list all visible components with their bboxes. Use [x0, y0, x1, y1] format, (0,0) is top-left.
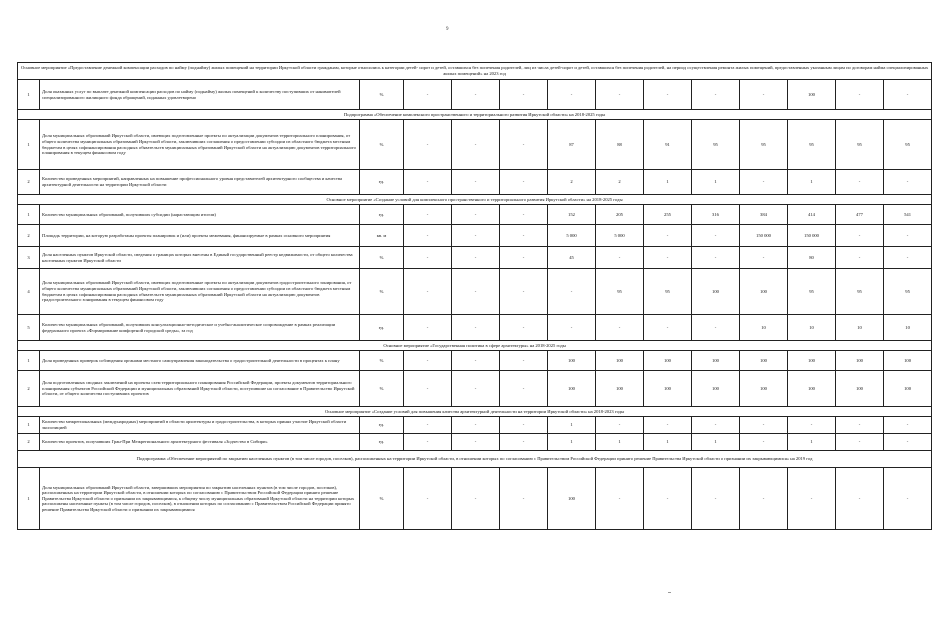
- value-cell: -: [452, 170, 500, 195]
- value-cell: -: [644, 468, 692, 530]
- value-cell: 100: [548, 371, 596, 407]
- value-cell: -: [692, 80, 740, 110]
- value-cell: -: [644, 80, 692, 110]
- value-cell: -: [452, 371, 500, 407]
- value-cell: 95: [596, 269, 644, 315]
- value-cell: -: [884, 247, 932, 269]
- value-cell: 100: [788, 351, 836, 371]
- value-cell: 100: [788, 371, 836, 407]
- value-cell: -: [500, 247, 548, 269]
- value-cell: -: [500, 225, 548, 247]
- value-cell: 541: [884, 205, 932, 225]
- value-cell: -: [404, 417, 452, 434]
- value-cell: -: [740, 434, 788, 451]
- value-cell: -: [404, 468, 452, 530]
- value-cell: -: [404, 225, 452, 247]
- value-cell: -: [404, 434, 452, 451]
- value-cell: 88: [596, 120, 644, 170]
- value-cell: 150 000: [740, 225, 788, 247]
- value-cell: 1: [644, 434, 692, 451]
- value-cell: -: [692, 315, 740, 341]
- section-row: [18, 195, 932, 205]
- value-cell: 100: [692, 269, 740, 315]
- value-cell: -: [836, 225, 884, 247]
- value-cell: 205: [596, 205, 644, 225]
- indicator-name: Количество проведенных мероприятий, направленных на повышение профессионального уровня представителей архитектурного сообщества и качества архитектурной деятельности на территории Иркутской области: [40, 170, 360, 195]
- value-cell: -: [452, 120, 500, 170]
- value-cell: 255: [644, 205, 692, 225]
- row-number: 1: [18, 417, 40, 434]
- value-cell: 384: [740, 205, 788, 225]
- section-title: Основное мероприятие «Государственная политика в сфере архитектуры» на 2018-2025 годы: [18, 341, 932, 351]
- section-title: Подпрограмма «Обеспечение мероприятий по закрытию населенных пунктов (в том числе городов, поселков), расположенных на территории Иркутской области, в отношении которых по согласованию с Правительством Российской Федерации принято решение Правительства Иркутской области о признании их закрывающимися» на 2019 год: [18, 451, 932, 468]
- value-cell: -: [836, 170, 884, 195]
- value-cell: -: [740, 170, 788, 195]
- value-cell: 100: [644, 371, 692, 407]
- value-cell: 80: [788, 247, 836, 269]
- value-cell: -: [500, 351, 548, 371]
- value-cell: 100: [884, 371, 932, 407]
- value-cell: -: [548, 269, 596, 315]
- value-cell: 1: [548, 417, 596, 434]
- unit-cell: %: [360, 80, 404, 110]
- value-cell: -: [836, 434, 884, 451]
- indicator-name: Количество муниципальных образований, получивших субсидии (нарастающим итогом): [40, 205, 360, 225]
- value-cell: 100: [692, 351, 740, 371]
- indicator-name: Доля проведенных проверок соблюдения органами местного самоуправления законодательства о градостроительной деятельности в процентах к плану: [40, 351, 360, 371]
- value-cell: -: [500, 205, 548, 225]
- value-cell: 414: [788, 205, 836, 225]
- value-cell: -: [500, 120, 548, 170]
- value-cell: 100: [548, 351, 596, 371]
- indicator-name: Доля муниципальных образований Иркутской области, имеющих подготовленные проекты по актуализации документов территориального планирования, от общего количества муниципальных образований Иркутской области, заключивших соглашения о предоставлении субсидии из областного бюджета местным бюджетам в целях софинансирования расходных обязательств муниципальных образований Иркутской области на актуализацию документов территориального планирования в текущем финансовом году: [40, 120, 360, 170]
- value-cell: 95: [836, 269, 884, 315]
- value-cell: -: [452, 247, 500, 269]
- value-cell: -: [644, 417, 692, 434]
- row-number: 1: [18, 351, 40, 371]
- value-cell: -: [500, 170, 548, 195]
- value-cell: 100: [644, 351, 692, 371]
- value-cell: -: [836, 80, 884, 110]
- value-cell: 152: [548, 205, 596, 225]
- value-cell: 100: [836, 351, 884, 371]
- page-number: 9: [446, 27, 449, 32]
- value-cell: 1: [788, 434, 836, 451]
- indicator-name: Доля муниципальных образований Иркутской области, имеющих подготовленные проекты по актуализации документов градостроительного зонирования, от общего количества муниципальных образований Иркутской области, заключивших соглашения о предоставлении субсидии из областного бюджета местным бюджетам в целях софинансирования расходных обязательств муниципальных образований Иркутской области на актуализацию документов градостроительного зонирования в текущем финансовом году: [40, 269, 360, 315]
- value-cell: 10: [884, 315, 932, 341]
- value-cell: -: [836, 468, 884, 530]
- value-cell: -: [452, 468, 500, 530]
- value-cell: 100: [692, 371, 740, 407]
- value-cell: -: [404, 269, 452, 315]
- unit-cell: %: [360, 120, 404, 170]
- value-cell: -: [596, 315, 644, 341]
- table-row: [18, 120, 932, 170]
- value-cell: -: [452, 225, 500, 247]
- value-cell: -: [452, 434, 500, 451]
- value-cell: -: [644, 315, 692, 341]
- table-row: [18, 417, 932, 434]
- value-cell: 10: [836, 315, 884, 341]
- table-row: [18, 205, 932, 225]
- value-cell: -: [884, 80, 932, 110]
- value-cell: 100: [788, 80, 836, 110]
- value-cell: -: [692, 247, 740, 269]
- value-cell: -: [404, 120, 452, 170]
- unit-cell: кв. м: [360, 225, 404, 247]
- value-cell: 10: [740, 315, 788, 341]
- indicator-name: Доля муниципальных образований Иркутской области, завершивших мероприятия по закрытию населенных пунктов (в том числе городов, поселков), расположенных на территории Иркутской области, в отношении которых по согласованию с Правительством Российской Федерации принято решение Правительства Иркутской области о признании их закрывающимися, к общему числу муниципальных образований Иркутской области на территории которых расположены населенные пункты (в том числе городов, поселков), в отношении которых по согласованию с Правительством Российской Федерации принято решение Правительства Иркутской области о признании их закрывающимися: [40, 468, 360, 530]
- indicator-name: Доля населенных пунктов Иркутской области, сведения о границах которых внесены в Единый государственный реестр недвижимости, от общего количества населенных пунктов Иркутской области: [40, 247, 360, 269]
- indicator-name: Площадь территории, на которую разработаны проекты планировок и (или) проекты межевания, финансируемые в рамках основного мероприятия: [40, 225, 360, 247]
- table-row: [18, 371, 932, 407]
- value-cell: -: [740, 468, 788, 530]
- table-row: [18, 315, 932, 341]
- value-cell: -: [500, 434, 548, 451]
- value-cell: -: [500, 468, 548, 530]
- value-cell: -: [404, 315, 452, 341]
- section-row: [18, 63, 932, 80]
- value-cell: 477: [836, 205, 884, 225]
- value-cell: -: [884, 417, 932, 434]
- value-cell: 100: [548, 468, 596, 530]
- value-cell: -: [740, 247, 788, 269]
- value-cell: -: [452, 80, 500, 110]
- value-cell: -: [404, 80, 452, 110]
- value-cell: 100: [740, 371, 788, 407]
- section-title: Основное мероприятие «Создание условий для повышения качества архитектурной деятельности на территории Иркутской области» на 2018-2023 годы: [18, 407, 932, 417]
- row-number: 2: [18, 434, 40, 451]
- value-cell: 1: [692, 434, 740, 451]
- unit-cell: %: [360, 351, 404, 371]
- value-cell: -: [404, 351, 452, 371]
- value-cell: 100: [740, 269, 788, 315]
- value-cell: -: [596, 468, 644, 530]
- value-cell: 87: [548, 120, 596, 170]
- value-cell: -: [788, 417, 836, 434]
- scan-artifact: [668, 592, 671, 593]
- value-cell: 1: [644, 170, 692, 195]
- unit-cell: ед.: [360, 417, 404, 434]
- value-cell: -: [452, 417, 500, 434]
- value-cell: 95: [644, 269, 692, 315]
- row-number: 2: [18, 371, 40, 407]
- table-row: [18, 170, 932, 195]
- value-cell: -: [500, 371, 548, 407]
- value-cell: 45: [548, 247, 596, 269]
- value-cell: -: [404, 170, 452, 195]
- indicator-name: Доля оказанных услуг по выплате денежной компенсации расходов по найму (поднайму) жилых помещений к количеству поступивших от нанимателей специализированного жилищного фонда обращений, поданных удовлетворено: [40, 80, 360, 110]
- table-row: [18, 225, 932, 247]
- value-cell: -: [404, 205, 452, 225]
- value-cell: -: [500, 315, 548, 341]
- value-cell: -: [548, 315, 596, 341]
- row-number: 1: [18, 205, 40, 225]
- section-row: [18, 451, 932, 468]
- value-cell: 1: [692, 170, 740, 195]
- indicator-name: Количество проектов, получивших Гран-При Межрегионального архитектурного фестиваля «Зодчество в Сибири»: [40, 434, 360, 451]
- value-cell: -: [500, 417, 548, 434]
- value-cell: -: [692, 468, 740, 530]
- value-cell: -: [500, 80, 548, 110]
- table-row: [18, 434, 932, 451]
- value-cell: 95: [788, 120, 836, 170]
- unit-cell: %: [360, 247, 404, 269]
- section-title: Основное мероприятие «Предоставление денежной компенсации расходов по найму (поднайму) жилых помещений на территории Иркутской области гражданам, которые относились к категории детей- сирот и детей, оставшихся без попечения родителей, лиц из числа детей-сирот и детей, оставшихся без попечения родителей, на период осуществления ремонта жилых помещений, предоставленных указанным лицам по договорам найма специализированных жилых помещений» на 2023 год: [18, 63, 932, 80]
- value-cell: 150 000: [788, 225, 836, 247]
- value-cell: 100: [836, 371, 884, 407]
- value-cell: -: [452, 351, 500, 371]
- unit-cell: %: [360, 371, 404, 407]
- value-cell: -: [404, 371, 452, 407]
- indicators-table: [17, 62, 932, 530]
- row-number: 4: [18, 269, 40, 315]
- table-row: [18, 247, 932, 269]
- value-cell: 5 000: [548, 225, 596, 247]
- value-cell: 316: [692, 205, 740, 225]
- value-cell: 2: [596, 170, 644, 195]
- row-number: 5: [18, 315, 40, 341]
- indicator-name: Количество межрегиональных (международных) мероприятий в области архитектуры и градостроительства, в которых принял участие Иркутской области экспозицией: [40, 417, 360, 434]
- unit-cell: %: [360, 269, 404, 315]
- value-cell: 2: [548, 170, 596, 195]
- value-cell: -: [596, 417, 644, 434]
- value-cell: -: [452, 269, 500, 315]
- value-cell: -: [884, 434, 932, 451]
- value-cell: 95: [836, 120, 884, 170]
- value-cell: 100: [596, 351, 644, 371]
- section-title: Подпрограмма «Обеспечение комплексного пространственного и территориального развития Иркутской области» на 2018-2025 годы: [18, 110, 932, 120]
- value-cell: -: [500, 269, 548, 315]
- table-row: [18, 80, 932, 110]
- value-cell: 10: [788, 315, 836, 341]
- value-cell: 5 000: [596, 225, 644, 247]
- section-row: [18, 407, 932, 417]
- section-row: [18, 110, 932, 120]
- value-cell: 91: [644, 120, 692, 170]
- value-cell: -: [452, 315, 500, 341]
- value-cell: -: [836, 417, 884, 434]
- value-cell: 100: [596, 371, 644, 407]
- value-cell: 1: [788, 170, 836, 195]
- value-cell: 95: [692, 120, 740, 170]
- value-cell: -: [884, 225, 932, 247]
- value-cell: -: [644, 247, 692, 269]
- row-number: 2: [18, 225, 40, 247]
- value-cell: -: [404, 247, 452, 269]
- value-cell: 1: [548, 434, 596, 451]
- value-cell: -: [692, 225, 740, 247]
- value-cell: -: [548, 80, 596, 110]
- value-cell: 100: [740, 351, 788, 371]
- value-cell: -: [788, 468, 836, 530]
- unit-cell: ед.: [360, 315, 404, 341]
- table-row: [18, 468, 932, 530]
- value-cell: 95: [788, 269, 836, 315]
- indicator-name: Количество муниципальных образований, получивших консультационно-методическое и учебно-аналитическое сопровождение в рамках реализации федерального проекта «Формирование комфортной городской среды», за год: [40, 315, 360, 341]
- row-number: 3: [18, 247, 40, 269]
- value-cell: -: [596, 247, 644, 269]
- table-row: [18, 269, 932, 315]
- row-number: 1: [18, 468, 40, 530]
- value-cell: -: [884, 170, 932, 195]
- section-title: Основное мероприятие «Создание условий для комплексного пространственного и территориального развития Иркутской области» на 2018-2025 годы: [18, 195, 932, 205]
- value-cell: 100: [884, 351, 932, 371]
- table-row: [18, 351, 932, 371]
- value-cell: 95: [740, 120, 788, 170]
- indicator-name: Доля подготовленных сводных заключений на проекты схем территориального планирования Российской Федерации, проекты документов территориального планирования субъектов Российской Федерации и муниципальных образований Иркутской области, поступившие на согласование в Правительство Иркутской области, от общего количества поступивших проектов: [40, 371, 360, 407]
- unit-cell: %: [360, 468, 404, 530]
- value-cell: -: [884, 468, 932, 530]
- value-cell: -: [740, 417, 788, 434]
- unit-cell: ед.: [360, 434, 404, 451]
- value-cell: -: [836, 247, 884, 269]
- value-cell: -: [644, 225, 692, 247]
- unit-cell: ед.: [360, 170, 404, 195]
- row-number: 1: [18, 120, 40, 170]
- value-cell: -: [596, 80, 644, 110]
- value-cell: 95: [884, 269, 932, 315]
- row-number: 2: [18, 170, 40, 195]
- value-cell: -: [740, 80, 788, 110]
- value-cell: -: [692, 417, 740, 434]
- section-row: [18, 341, 932, 351]
- value-cell: -: [452, 205, 500, 225]
- value-cell: 1: [596, 434, 644, 451]
- row-number: 1: [18, 80, 40, 110]
- value-cell: 95: [884, 120, 932, 170]
- unit-cell: ед.: [360, 205, 404, 225]
